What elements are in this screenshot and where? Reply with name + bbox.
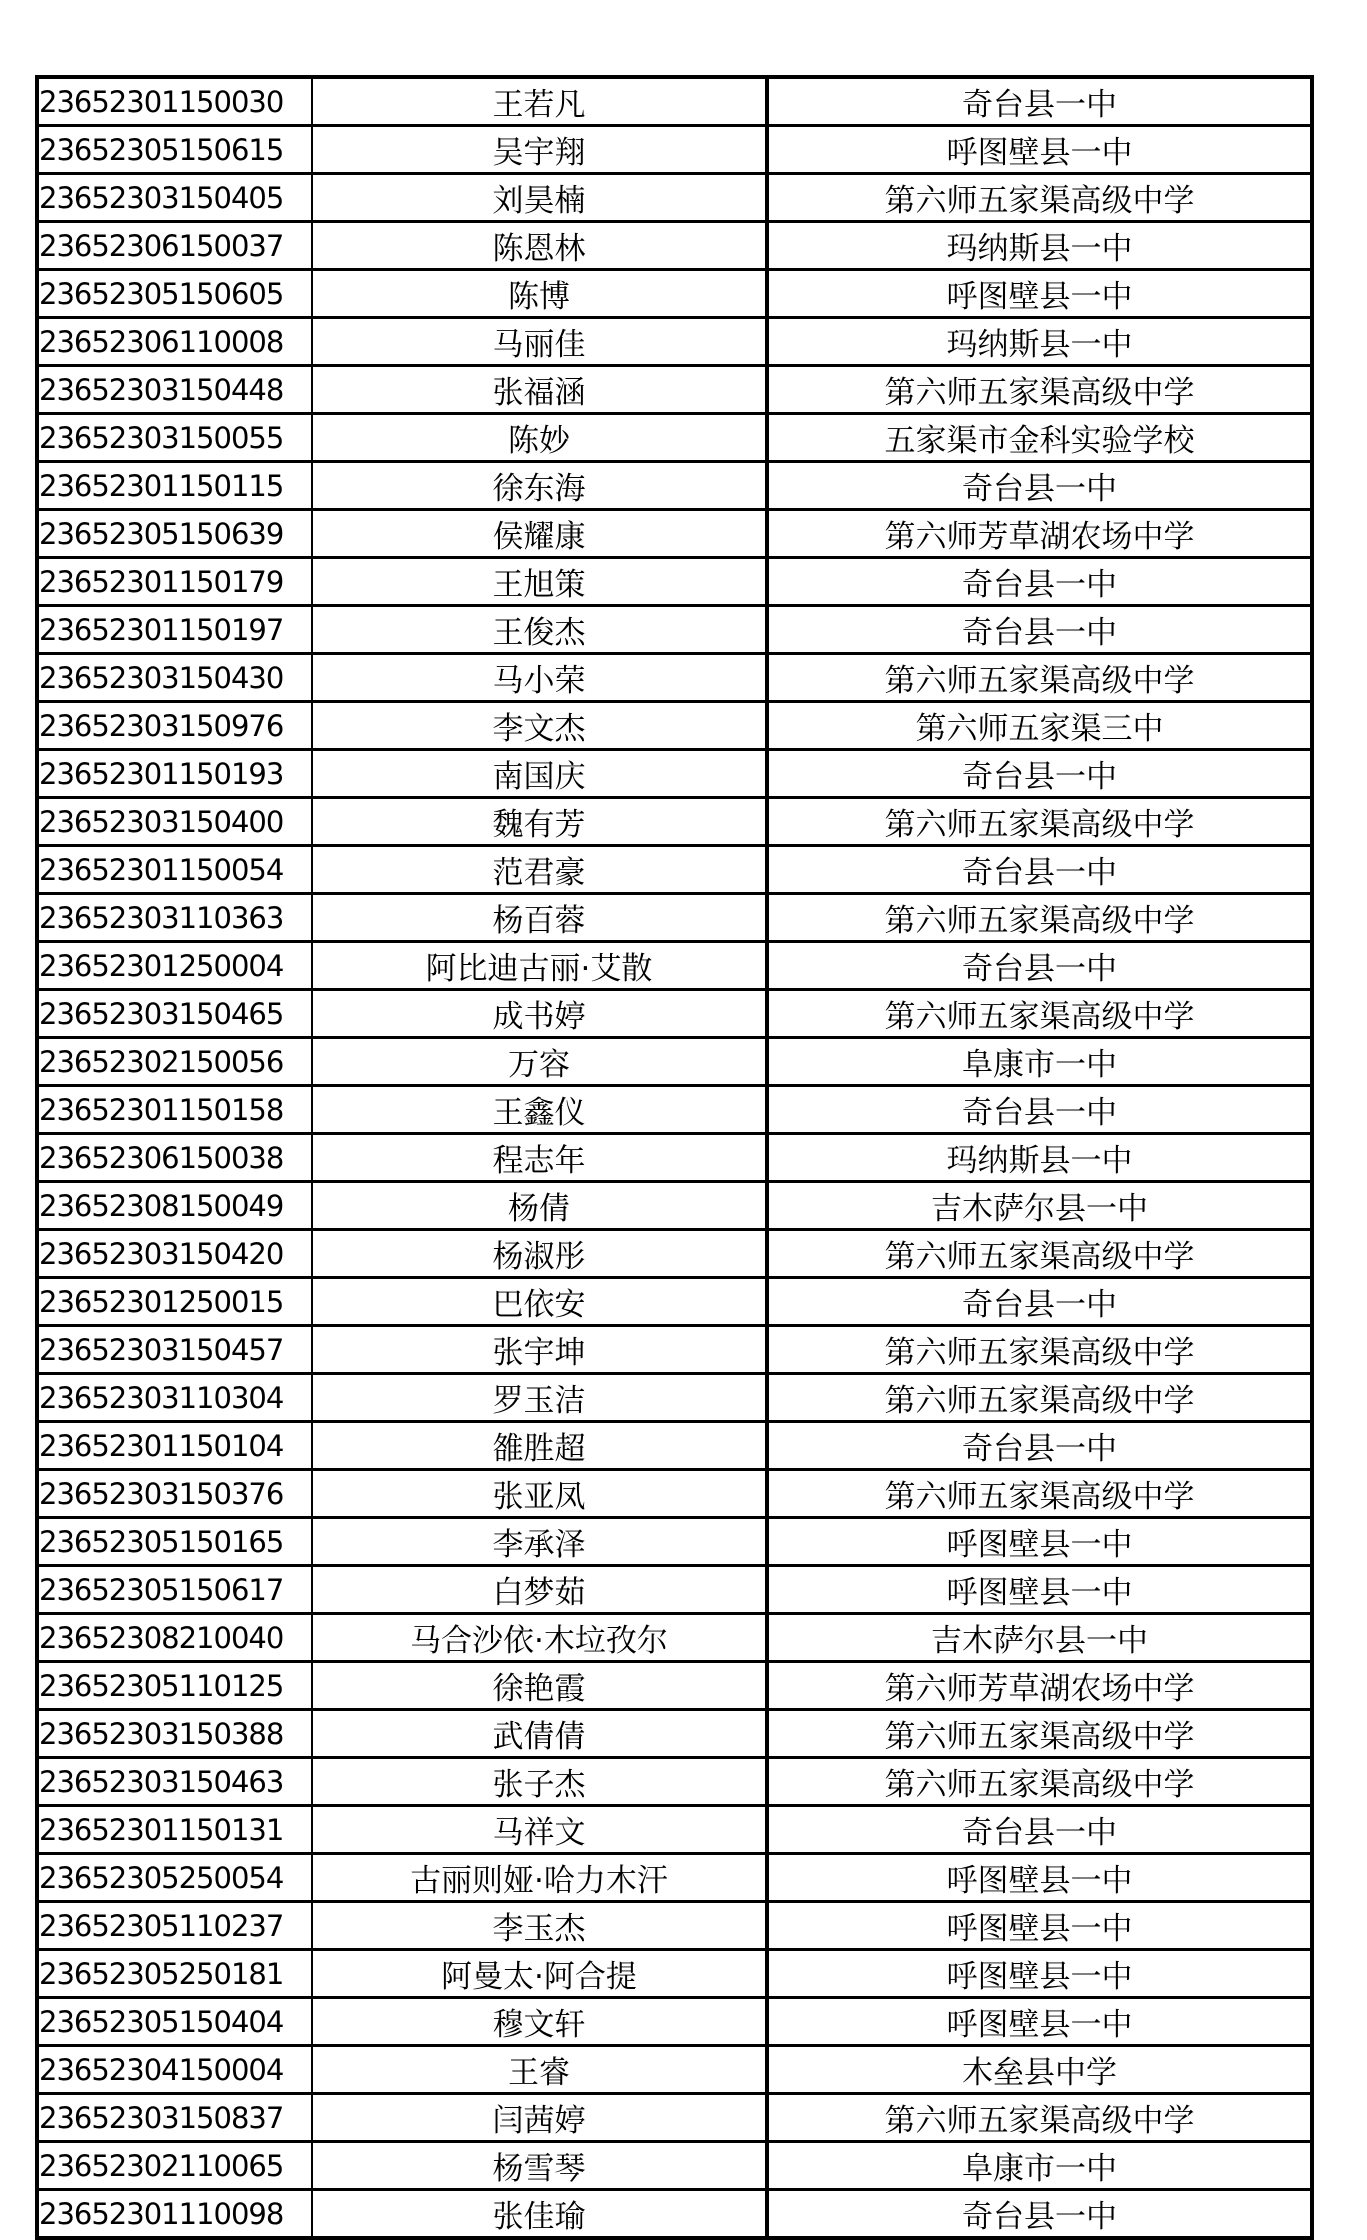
name-cell: 成书婷	[312, 990, 767, 1038]
school-cell: 呼图壁县一中	[767, 1566, 1312, 1614]
school-cell: 呼图壁县一中	[767, 1998, 1312, 2046]
name-cell: 雒胜超	[312, 1422, 767, 1470]
name-cell: 魏有芳	[312, 798, 767, 846]
table-row	[37, 1326, 1312, 1374]
table-row	[37, 462, 1312, 510]
id-cell: 23652305150165	[37, 1518, 312, 1566]
name-cell: 古丽则娅·哈力木汗	[312, 1854, 767, 1902]
table-row	[37, 2142, 1312, 2190]
table-row	[37, 270, 1312, 318]
school-cell: 第六师五家渠高级中学	[767, 1710, 1312, 1758]
id-cell: 23652305150617	[37, 1566, 312, 1614]
id-cell: 23652302150056	[37, 1038, 312, 1086]
school-cell: 第六师五家渠高级中学	[767, 366, 1312, 414]
id-cell: 23652306150037	[37, 222, 312, 270]
school-cell: 第六师五家渠高级中学	[767, 174, 1312, 222]
table-row	[37, 222, 1312, 270]
id-cell: 23652303150463	[37, 1758, 312, 1806]
school-cell: 奇台县一中	[767, 750, 1312, 798]
name-cell: 万容	[312, 1038, 767, 1086]
school-cell: 玛纳斯县一中	[767, 1134, 1312, 1182]
school-cell: 奇台县一中	[767, 462, 1312, 510]
school-cell: 奇台县一中	[767, 1086, 1312, 1134]
table-row	[37, 77, 1312, 126]
table-row	[37, 126, 1312, 174]
name-cell: 吴宇翔	[312, 126, 767, 174]
school-cell: 第六师五家渠高级中学	[767, 1326, 1312, 1374]
school-cell: 呼图壁县一中	[767, 1854, 1312, 1902]
id-cell: 23652303150420	[37, 1230, 312, 1278]
school-cell: 奇台县一中	[767, 1278, 1312, 1326]
id-cell: 23652301150054	[37, 846, 312, 894]
id-cell: 23652305250181	[37, 1950, 312, 1998]
table-row	[37, 1854, 1312, 1902]
school-cell: 呼图壁县一中	[767, 1518, 1312, 1566]
id-cell: 23652305150605	[37, 270, 312, 318]
name-cell: 杨雪琴	[312, 2142, 767, 2190]
name-cell: 马小荣	[312, 654, 767, 702]
table-row	[37, 174, 1312, 222]
name-cell: 白梦茹	[312, 1566, 767, 1614]
table-row	[37, 1134, 1312, 1182]
id-cell: 23652305150615	[37, 126, 312, 174]
name-cell: 李文杰	[312, 702, 767, 750]
id-cell: 23652305150639	[37, 510, 312, 558]
roster-table-body	[37, 77, 1312, 2238]
id-cell: 23652301150197	[37, 606, 312, 654]
school-cell: 奇台县一中	[767, 846, 1312, 894]
school-cell: 第六师五家渠高级中学	[767, 1470, 1312, 1518]
table-row	[37, 1182, 1312, 1230]
id-cell: 23652303150400	[37, 798, 312, 846]
id-cell: 23652301150104	[37, 1422, 312, 1470]
id-cell: 23652301150158	[37, 1086, 312, 1134]
name-cell: 侯耀康	[312, 510, 767, 558]
name-cell: 陈妙	[312, 414, 767, 462]
table-row	[37, 1518, 1312, 1566]
school-cell: 奇台县一中	[767, 942, 1312, 990]
school-cell: 奇台县一中	[767, 2190, 1312, 2239]
school-cell: 呼图壁县一中	[767, 1902, 1312, 1950]
school-cell: 木垒县中学	[767, 2046, 1312, 2094]
name-cell: 南国庆	[312, 750, 767, 798]
table-row	[37, 1614, 1312, 1662]
name-cell: 武倩倩	[312, 1710, 767, 1758]
table-row	[37, 1950, 1312, 1998]
school-cell: 第六师五家渠高级中学	[767, 654, 1312, 702]
school-cell: 玛纳斯县一中	[767, 222, 1312, 270]
id-cell: 23652301110098	[37, 2190, 312, 2239]
id-cell: 23652308150049	[37, 1182, 312, 1230]
school-cell: 呼图壁县一中	[767, 270, 1312, 318]
school-cell: 第六师五家渠高级中学	[767, 894, 1312, 942]
table-row	[37, 1662, 1312, 1710]
table-row	[37, 1710, 1312, 1758]
school-cell: 第六师五家渠高级中学	[767, 1374, 1312, 1422]
school-cell: 奇台县一中	[767, 1806, 1312, 1854]
school-cell: 第六师五家渠高级中学	[767, 1758, 1312, 1806]
name-cell: 张子杰	[312, 1758, 767, 1806]
school-cell: 呼图壁县一中	[767, 1950, 1312, 1998]
table-row	[37, 1278, 1312, 1326]
table-row	[37, 1086, 1312, 1134]
table-row	[37, 1470, 1312, 1518]
table-row	[37, 1422, 1312, 1470]
table-row	[37, 318, 1312, 366]
id-cell: 23652301150030	[37, 77, 312, 126]
id-cell: 23652303150976	[37, 702, 312, 750]
table-row	[37, 2094, 1312, 2142]
table-row	[37, 606, 1312, 654]
school-cell: 奇台县一中	[767, 1422, 1312, 1470]
id-cell: 23652306150038	[37, 1134, 312, 1182]
name-cell: 张佳瑜	[312, 2190, 767, 2239]
id-cell: 23652303110304	[37, 1374, 312, 1422]
name-cell: 穆文轩	[312, 1998, 767, 2046]
table-row	[37, 2190, 1312, 2239]
id-cell: 23652301150193	[37, 750, 312, 798]
school-cell: 第六师五家渠高级中学	[767, 1230, 1312, 1278]
id-cell: 23652308210040	[37, 1614, 312, 1662]
school-cell: 第六师芳草湖农场中学	[767, 1662, 1312, 1710]
table-row	[37, 894, 1312, 942]
id-cell: 23652305150404	[37, 1998, 312, 2046]
id-cell: 23652304150004	[37, 2046, 312, 2094]
school-cell: 阜康市一中	[767, 1038, 1312, 1086]
id-cell: 23652302110065	[37, 2142, 312, 2190]
id-cell: 23652303110363	[37, 894, 312, 942]
name-cell: 马合沙依·木垃孜尔	[312, 1614, 767, 1662]
table-row	[37, 1998, 1312, 2046]
name-cell: 阿比迪古丽·艾散	[312, 942, 767, 990]
id-cell: 23652305110125	[37, 1662, 312, 1710]
id-cell: 23652303150457	[37, 1326, 312, 1374]
name-cell: 王俊杰	[312, 606, 767, 654]
school-cell: 呼图壁县一中	[767, 126, 1312, 174]
name-cell: 杨倩	[312, 1182, 767, 1230]
name-cell: 王鑫仪	[312, 1086, 767, 1134]
name-cell: 陈恩林	[312, 222, 767, 270]
id-cell: 23652303150376	[37, 1470, 312, 1518]
id-cell: 23652301150115	[37, 462, 312, 510]
id-cell: 23652303150448	[37, 366, 312, 414]
school-cell: 五家渠市金科实验学校	[767, 414, 1312, 462]
name-cell: 刘昊楠	[312, 174, 767, 222]
table-row	[37, 1758, 1312, 1806]
name-cell: 陈博	[312, 270, 767, 318]
name-cell: 张宇坤	[312, 1326, 767, 1374]
name-cell: 罗玉洁	[312, 1374, 767, 1422]
id-cell: 23652303150388	[37, 1710, 312, 1758]
school-cell: 吉木萨尔县一中	[767, 1182, 1312, 1230]
table-row	[37, 1038, 1312, 1086]
table-row	[37, 798, 1312, 846]
id-cell: 23652301150131	[37, 1806, 312, 1854]
id-cell: 23652303150430	[37, 654, 312, 702]
id-cell: 23652301150179	[37, 558, 312, 606]
name-cell: 徐艳霞	[312, 1662, 767, 1710]
id-cell: 23652303150837	[37, 2094, 312, 2142]
school-cell: 吉木萨尔县一中	[767, 1614, 1312, 1662]
name-cell: 李承泽	[312, 1518, 767, 1566]
name-cell: 张亚凤	[312, 1470, 767, 1518]
table-row	[37, 366, 1312, 414]
table-row	[37, 942, 1312, 990]
name-cell: 杨淑彤	[312, 1230, 767, 1278]
table-row	[37, 654, 1312, 702]
school-cell: 第六师五家渠高级中学	[767, 798, 1312, 846]
school-cell: 第六师五家渠高级中学	[767, 990, 1312, 1038]
name-cell: 徐东海	[312, 462, 767, 510]
table-row	[37, 1902, 1312, 1950]
table-row	[37, 510, 1312, 558]
exam-roster-table	[35, 75, 1314, 2240]
id-cell: 23652306110008	[37, 318, 312, 366]
id-cell: 23652305250054	[37, 1854, 312, 1902]
id-cell: 23652305110237	[37, 1902, 312, 1950]
name-cell: 王睿	[312, 2046, 767, 2094]
id-cell: 23652301250004	[37, 942, 312, 990]
table-row	[37, 702, 1312, 750]
table-row	[37, 1230, 1312, 1278]
table-row	[37, 2046, 1312, 2094]
table-row	[37, 1566, 1312, 1614]
table-row	[37, 990, 1312, 1038]
table-row	[37, 1374, 1312, 1422]
name-cell: 王若凡	[312, 77, 767, 126]
table-row	[37, 414, 1312, 462]
name-cell: 杨百蓉	[312, 894, 767, 942]
table-row	[37, 558, 1312, 606]
name-cell: 马丽佳	[312, 318, 767, 366]
school-cell: 奇台县一中	[767, 77, 1312, 126]
id-cell: 23652303150405	[37, 174, 312, 222]
school-cell: 第六师五家渠高级中学	[767, 2094, 1312, 2142]
name-cell: 马祥文	[312, 1806, 767, 1854]
id-cell: 23652301250015	[37, 1278, 312, 1326]
id-cell: 23652303150055	[37, 414, 312, 462]
school-cell: 第六师芳草湖农场中学	[767, 510, 1312, 558]
school-cell: 第六师五家渠三中	[767, 702, 1312, 750]
id-cell: 23652303150465	[37, 990, 312, 1038]
name-cell: 阿曼太·阿合提	[312, 1950, 767, 1998]
table-row	[37, 846, 1312, 894]
name-cell: 王旭策	[312, 558, 767, 606]
name-cell: 范君豪	[312, 846, 767, 894]
school-cell: 奇台县一中	[767, 606, 1312, 654]
school-cell: 玛纳斯县一中	[767, 318, 1312, 366]
table-row	[37, 1806, 1312, 1854]
name-cell: 巴依安	[312, 1278, 767, 1326]
name-cell: 程志年	[312, 1134, 767, 1182]
name-cell: 李玉杰	[312, 1902, 767, 1950]
school-cell: 阜康市一中	[767, 2142, 1312, 2190]
table-row	[37, 750, 1312, 798]
school-cell: 奇台县一中	[767, 558, 1312, 606]
name-cell: 闫茜婷	[312, 2094, 767, 2142]
name-cell: 张福涵	[312, 366, 767, 414]
